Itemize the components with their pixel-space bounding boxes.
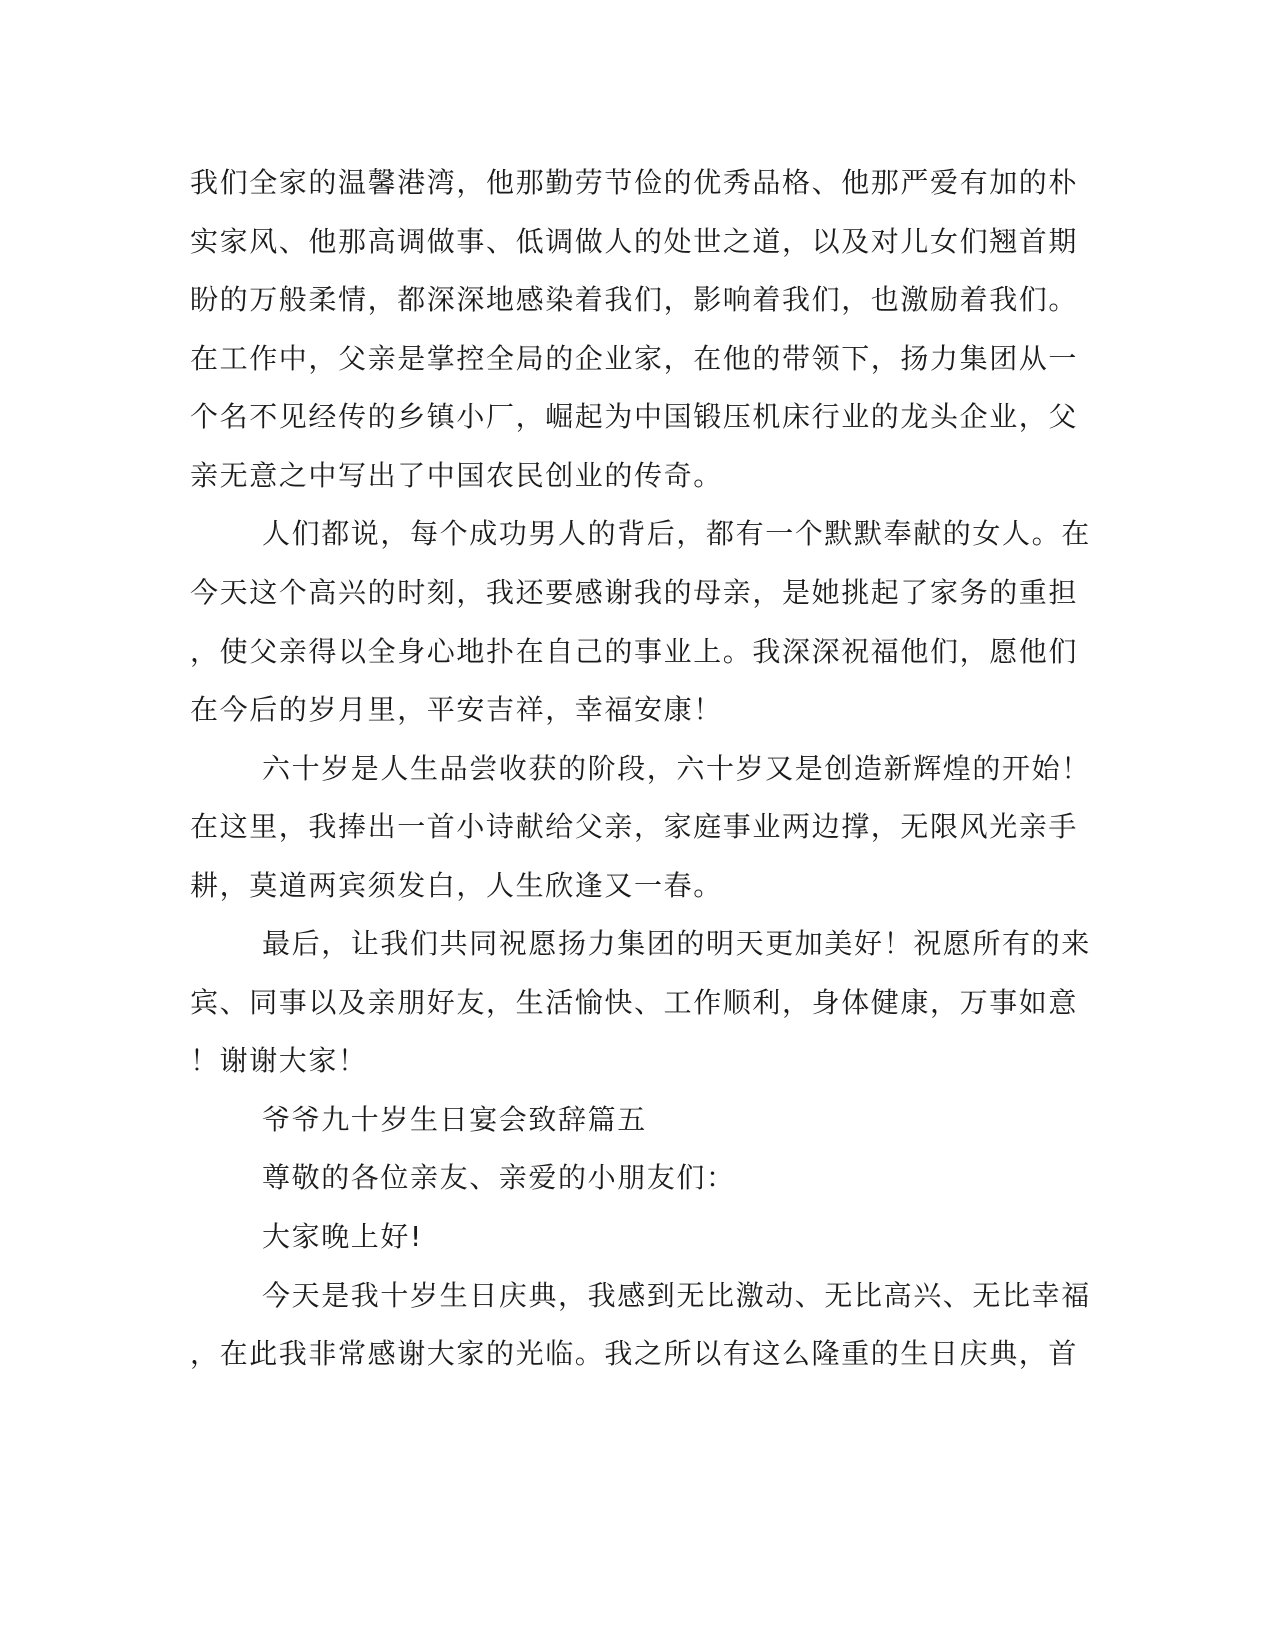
text-line: 实家风、他那高调做事、低调做人的处世之道，以及对儿女们翘首期 xyxy=(190,225,1079,258)
text-line: 我们全家的温馨港湾，他那勤劳节俭的优秀品格、他那严爱有加的朴 xyxy=(190,166,1079,199)
text-line: 盼的万般柔情，都深深地感染着我们，影响着我们，也激励着我们。 xyxy=(190,283,1079,316)
text-line: 今天是我十岁生日庆典，我感到无比激动、无比高兴、无比幸福 xyxy=(262,1279,1091,1312)
text-line: 个名不见经传的乡镇小厂，崛起为中国锻压机床行业的龙头企业，父 xyxy=(190,400,1079,433)
text-line: 人们都说，每个成功男人的背后，都有一个默默奉献的女人。在 xyxy=(262,517,1091,550)
text-line: 宾、同事以及亲朋好友，生活愉快、工作顺利，身体健康，万事如意 xyxy=(190,986,1079,1019)
greeting: 大家晚上好! xyxy=(262,1220,423,1253)
text-line: 今天这个高兴的时刻，我还要感谢我的母亲，是她挑起了家务的重担 xyxy=(190,576,1079,609)
salutation: 尊敬的各位亲友、亲爱的小朋友们： xyxy=(262,1161,736,1194)
text-line: 最后，让我们共同祝愿扬力集团的明天更加美好！祝愿所有的来 xyxy=(262,927,1091,960)
section-heading: 爷爷九十岁生日宴会致辞篇五 xyxy=(262,1103,647,1136)
text-line: 耕，莫道两宾须发白，人生欣逢又一春。 xyxy=(190,869,723,902)
text-line: 在这里，我捧出一首小诗献给父亲，家庭事业两边撑，无限风光亲手 xyxy=(190,810,1079,843)
text-line: ！谢谢大家！ xyxy=(190,1044,368,1077)
text-line: 在今后的岁月里，平安吉祥，幸福安康！ xyxy=(190,693,723,726)
text-line: ，在此我非常感谢大家的光临。我之所以有这么隆重的生日庆典，首 xyxy=(190,1337,1079,1370)
text-line: 在工作中，父亲是掌控全局的企业家，在他的带领下，扬力集团从一 xyxy=(190,342,1079,375)
text-line: 亲无意之中写出了中国农民创业的传奇。 xyxy=(190,459,723,492)
text-line: 六十岁是人生品尝收获的阶段，六十岁又是创造新辉煌的开始！ xyxy=(262,752,1091,785)
text-line: ，使父亲得以全身心地扑在自己的事业上。我深深祝福他们，愿他们 xyxy=(190,635,1079,668)
